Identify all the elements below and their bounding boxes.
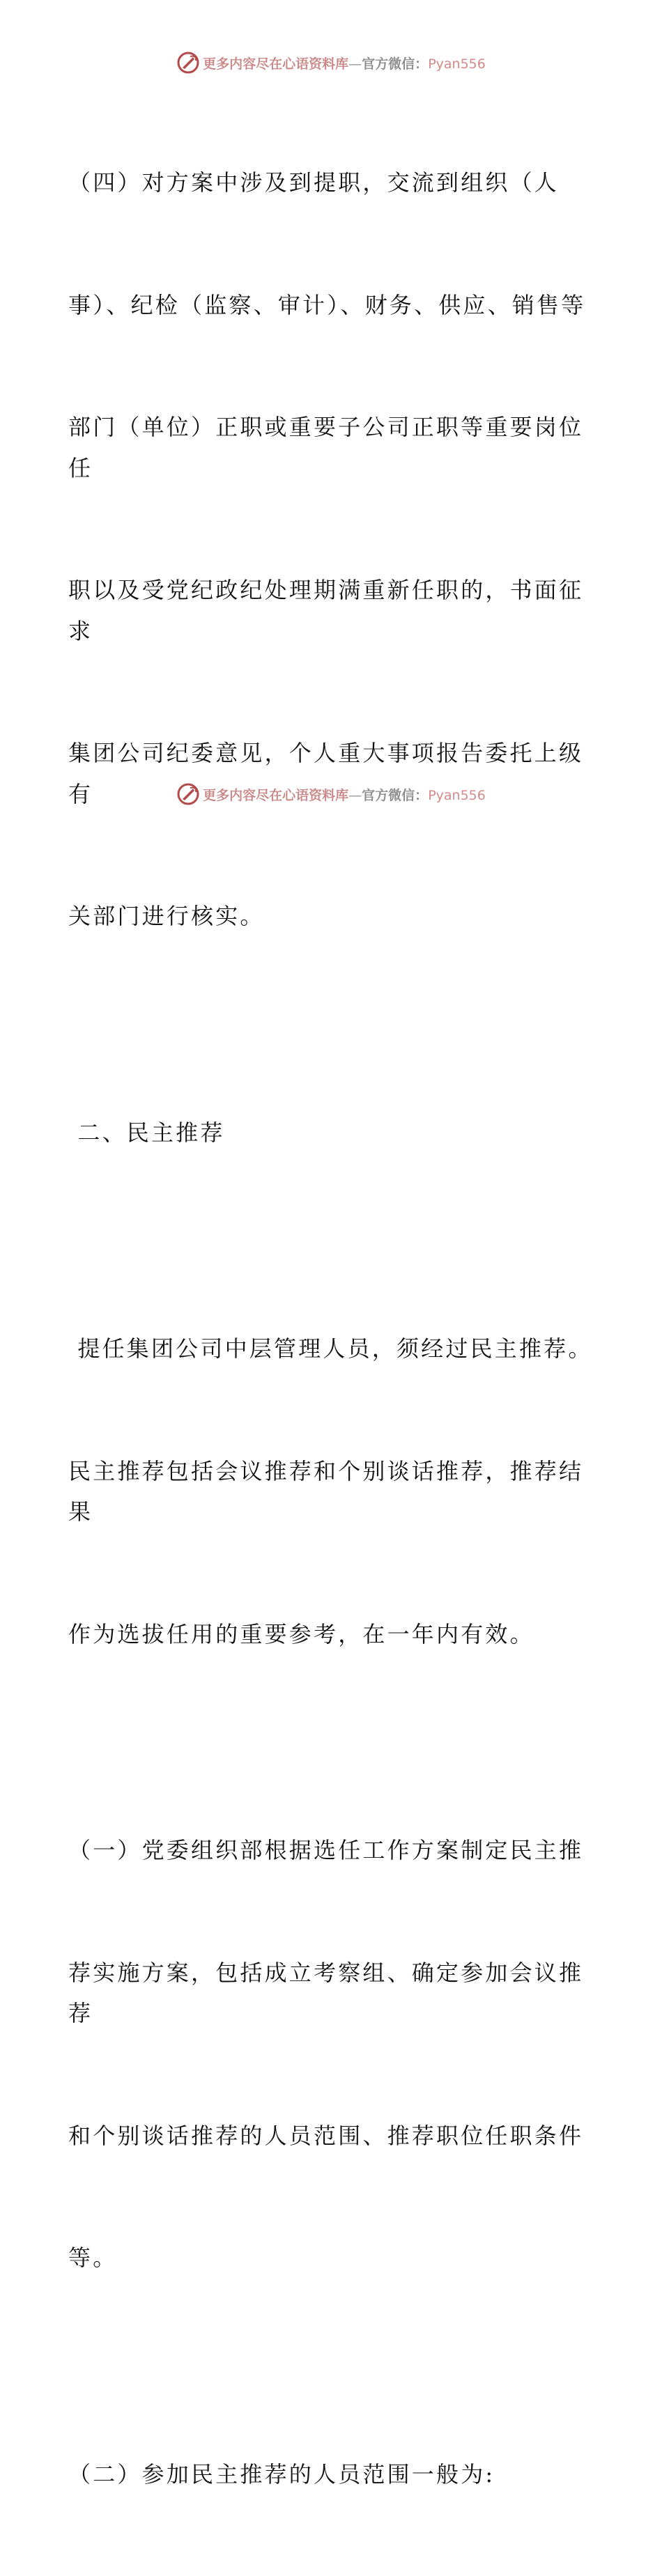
paragraph-two [68,2373,598,2576]
document-body [68,81,598,2576]
paragraph-intro [68,1247,598,1736]
text-line: 民主推荐包括会议推荐和个别谈话推荐，推荐结果 [68,1451,598,1533]
text-line: 事）、纪检（监察、审计）、财务、供应、销售等 [68,285,598,326]
text-line: （四）对方案中涉及到提职，交流到组织（人 [68,162,598,203]
watermark-separator: — [348,56,362,72]
text-line: 荐实施方案，包括成立考察组、确定参加会议推荐 [68,1953,598,2034]
watermark-separator: — [348,788,362,803]
watermark-main-text: 更多内容尽在心语资料库 [203,56,348,72]
watermark-account-text: Pyan556 [428,56,486,72]
text-line: 部门（单位）正职或重要子公司正职等重要岗位任 [68,407,598,488]
section-heading-democratic-recommendation [68,1031,598,1235]
text-line: （一）党委组织部根据选任工作方案制定民主推 [68,1830,598,1871]
text-line: 和个别谈话推荐的人员范围、推荐职位任职条件 [68,2116,598,2157]
paragraph-one [68,1748,598,2360]
quill-logo-icon [176,51,200,75]
watermark-account-text: Pyan556 [428,788,486,803]
header-watermark [0,49,662,77]
watermark-official-text: 官方微信： [362,56,428,72]
heading-line: 二、民主推荐 [68,1112,598,1154]
text-line: 职以及受党纪政纪处理期满重新任职的，书面征求 [68,570,598,651]
text-line: 作为选拔任用的重要参考，在一年内有效。 [68,1614,598,1655]
watermark-official-text: 官方微信： [362,788,428,803]
text-line: 关部门进行核实。 [68,896,598,937]
text-line: 提任集团公司中层管理人员，须经过民主推荐。 [68,1328,598,1370]
watermark-main-text: 更多内容尽在心语资料库 [203,788,348,803]
text-line: 等。 [68,2237,598,2279]
footer-watermark [0,780,662,808]
quill-logo-icon [176,782,200,806]
text-line: （二）参加民主推荐的人员范围一般为: [68,2454,598,2495]
text-line: 集团公司纪委意见，个人重大事项报告委托上级有 [68,733,598,814]
paragraph-four [68,81,598,1018]
